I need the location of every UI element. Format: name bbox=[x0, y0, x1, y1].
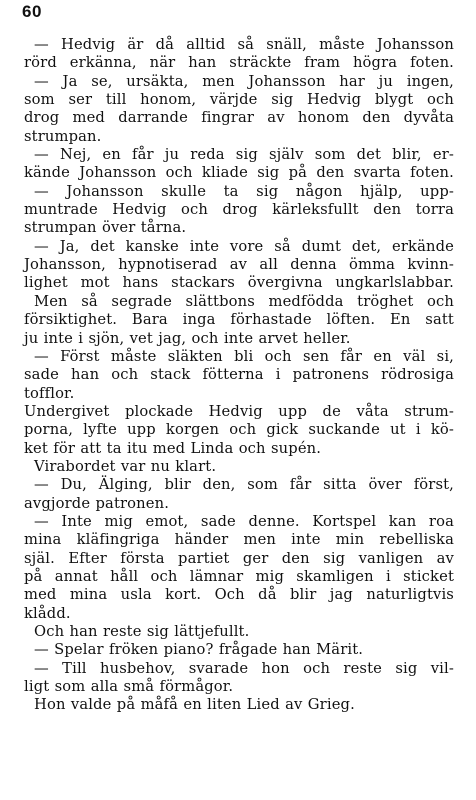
text-line: sade han och stack fötterna i patronens rödrosiga bbox=[24, 366, 454, 384]
text-line: rörd erkänna, när han sträckte fram högra foten. bbox=[24, 54, 454, 72]
text-line: lighet mot hans stackars övergivna ungkarlslabbar. bbox=[24, 274, 454, 292]
page-number: 60 bbox=[22, 2, 42, 21]
text-line: Undergivet plockade Hedvig upp de våta strum- bbox=[24, 402, 454, 420]
text-line: på annat håll och lämnar mig skamligen i sticket bbox=[24, 567, 454, 585]
text-line: avgjorde patronen. bbox=[24, 494, 170, 512]
text-line: tofflor. bbox=[24, 384, 75, 402]
text-line: — Ja se, ursäkta, men Johansson har ju ingen, bbox=[34, 72, 454, 90]
text-line: — Inte mig emot, sade denne. Kortspel kan roa bbox=[34, 512, 454, 530]
text-line: ju inte i sjön, vet jag, och inte arvet heller. bbox=[24, 329, 351, 347]
text-line: — Spelar fröken piano? frågade han Märit. bbox=[34, 641, 364, 659]
text-line: ket för att ta itu med Linda och supén. bbox=[24, 439, 322, 457]
text-line: klådd. bbox=[24, 604, 71, 622]
text-line: — Ja, det kanske inte vore så dumt det, erkände bbox=[34, 237, 454, 255]
text-line: försiktighet. Bara inga förhastade löften. En satt bbox=[24, 311, 454, 329]
text-line: — Nej, en får ju reda sig själv som det blir, er- bbox=[34, 146, 454, 164]
text-line: strumpan. bbox=[24, 127, 102, 145]
text-line: — Johansson skulle ta sig någon hjälp, upp- bbox=[34, 182, 454, 200]
body-text bbox=[24, 36, 454, 715]
text-line: Virabordet var nu klart. bbox=[34, 457, 217, 475]
text-line: som ser till honom, värjde sig Hedvig blygt och bbox=[24, 91, 454, 109]
text-line: ligt som alla små förmågor. bbox=[24, 678, 234, 696]
text-line: kände Johansson och kliade sig på den svarta foten. bbox=[24, 164, 454, 182]
text-line: med mina usla kort. Och då blir jag naturligtvis bbox=[24, 586, 454, 604]
text-line: — Du, Älging, blir den, som får sitta över först, bbox=[34, 476, 454, 494]
text-line: drog med darrande fingrar av honom den dyvåta bbox=[24, 109, 454, 127]
text-line: själ. Efter första partiet ger den sig vanligen av bbox=[24, 549, 454, 567]
text-line: strumpan över tårna. bbox=[24, 219, 187, 237]
text-line: mina kläfingriga händer men inte min rebelliska bbox=[24, 531, 454, 549]
text-line: — Till husbehov, svarade hon och reste sig vil- bbox=[34, 659, 454, 677]
text-line: Och han reste sig lättjefullt. bbox=[34, 623, 250, 640]
text-line: — Hedvig är då alltid så snäll, måste Johansson bbox=[34, 36, 454, 53]
text-line: Men så segrade slättbons medfödda tröghet och bbox=[34, 292, 454, 310]
text-line: — Först måste släkten bli och sen får en väl si, bbox=[34, 347, 454, 365]
text-line: Hon valde på måfå en liten Lied av Grieg. bbox=[34, 696, 355, 714]
text-line: Johansson, hypnotiserad av all denna ömma kvinn- bbox=[24, 256, 454, 274]
text-line: porna, lyfte upp korgen och gick suckande ut i kö- bbox=[24, 421, 454, 439]
text-line: muntrade Hedvig och drog kärleksfullt den torra bbox=[24, 201, 454, 219]
